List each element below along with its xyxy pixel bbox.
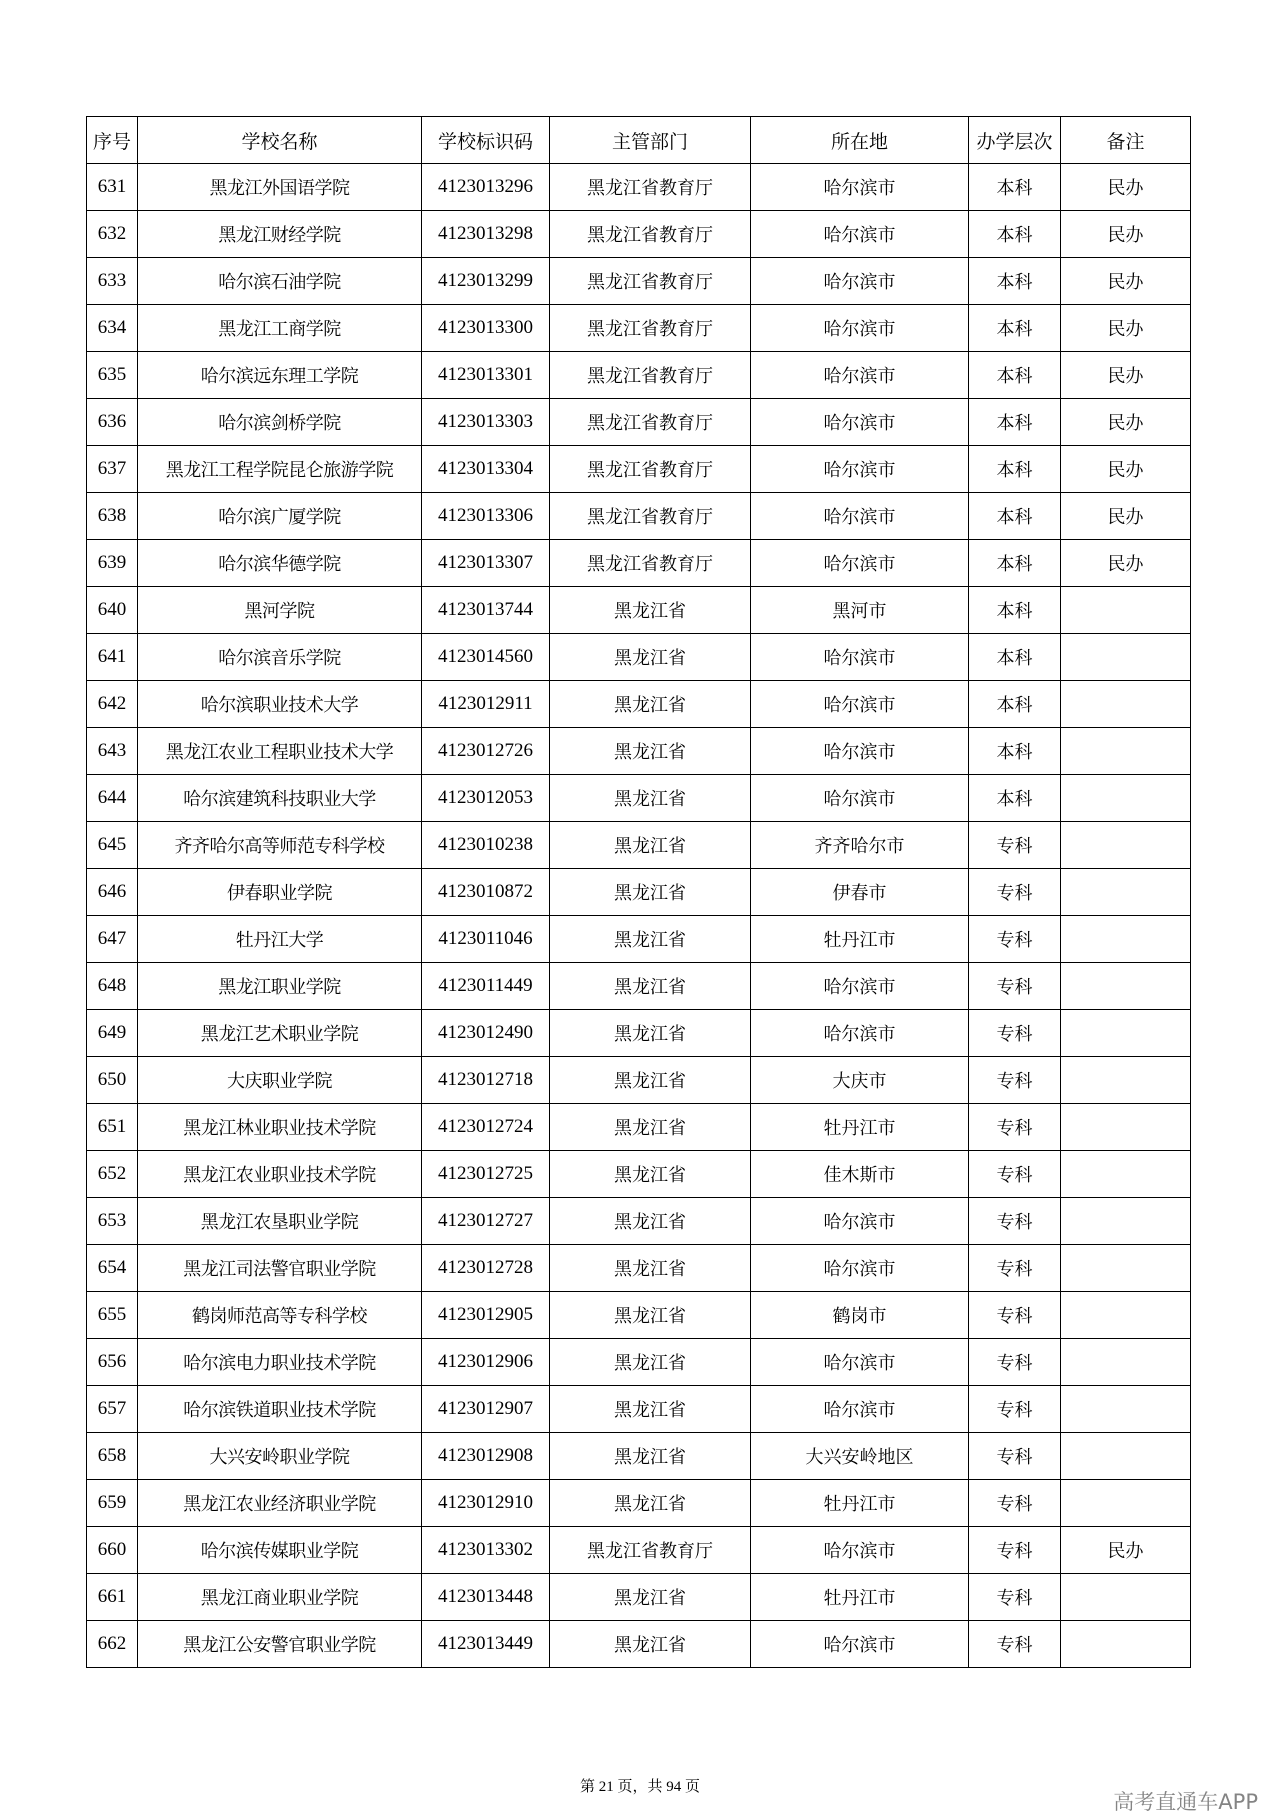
cell-serial: 633 bbox=[87, 258, 138, 305]
cell-location: 牡丹江市 bbox=[751, 1480, 969, 1527]
table-body bbox=[87, 164, 1191, 1668]
cell-level: 专科 bbox=[969, 1386, 1061, 1433]
cell-school-name: 大庆职业学院 bbox=[138, 1057, 422, 1104]
cell-location: 哈尔滨市 bbox=[751, 1339, 969, 1386]
cell-remark: 民办 bbox=[1061, 540, 1191, 587]
cell-location: 哈尔滨市 bbox=[751, 399, 969, 446]
cell-location: 哈尔滨市 bbox=[751, 540, 969, 587]
cell-department: 黑龙江省教育厅 bbox=[550, 540, 751, 587]
cell-level: 本科 bbox=[969, 399, 1061, 446]
table-row bbox=[87, 352, 1191, 399]
cell-school-code: 4123012728 bbox=[422, 1245, 550, 1292]
cell-level: 专科 bbox=[969, 963, 1061, 1010]
cell-serial: 662 bbox=[87, 1621, 138, 1668]
table-row bbox=[87, 1057, 1191, 1104]
header-school-code: 学校标识码 bbox=[422, 117, 550, 164]
cell-remark bbox=[1061, 1339, 1191, 1386]
cell-department: 黑龙江省 bbox=[550, 1621, 751, 1668]
cell-department: 黑龙江省教育厅 bbox=[550, 305, 751, 352]
cell-location: 哈尔滨市 bbox=[751, 493, 969, 540]
table-row bbox=[87, 1010, 1191, 1057]
cell-remark bbox=[1061, 775, 1191, 822]
cell-department: 黑龙江省 bbox=[550, 1245, 751, 1292]
cell-school-name: 伊春职业学院 bbox=[138, 869, 422, 916]
cell-serial: 632 bbox=[87, 211, 138, 258]
cell-department: 黑龙江省 bbox=[550, 1339, 751, 1386]
cell-level: 本科 bbox=[969, 446, 1061, 493]
cell-level: 专科 bbox=[969, 1010, 1061, 1057]
cell-level: 专科 bbox=[969, 1480, 1061, 1527]
cell-serial: 647 bbox=[87, 916, 138, 963]
cell-school-code: 4123012724 bbox=[422, 1104, 550, 1151]
cell-school-name: 黑龙江公安警官职业学院 bbox=[138, 1621, 422, 1668]
cell-department: 黑龙江省教育厅 bbox=[550, 164, 751, 211]
cell-level: 本科 bbox=[969, 728, 1061, 775]
header-level: 办学层次 bbox=[969, 117, 1061, 164]
cell-school-name: 牡丹江大学 bbox=[138, 916, 422, 963]
cell-remark: 民办 bbox=[1061, 258, 1191, 305]
cell-department: 黑龙江省教育厅 bbox=[550, 352, 751, 399]
cell-level: 专科 bbox=[969, 1339, 1061, 1386]
cell-level: 专科 bbox=[969, 1057, 1061, 1104]
cell-remark: 民办 bbox=[1061, 399, 1191, 446]
cell-level: 专科 bbox=[969, 1433, 1061, 1480]
watermark-text: 高考直通车APP bbox=[1113, 1790, 1258, 1814]
cell-school-name: 黑龙江工程学院昆仑旅游学院 bbox=[138, 446, 422, 493]
cell-location: 哈尔滨市 bbox=[751, 305, 969, 352]
table-row bbox=[87, 399, 1191, 446]
cell-serial: 645 bbox=[87, 822, 138, 869]
cell-serial: 651 bbox=[87, 1104, 138, 1151]
cell-department: 黑龙江省 bbox=[550, 1104, 751, 1151]
cell-department: 黑龙江省 bbox=[550, 1574, 751, 1621]
cell-school-name: 黑龙江农业工程职业技术大学 bbox=[138, 728, 422, 775]
cell-serial: 648 bbox=[87, 963, 138, 1010]
cell-remark: 民办 bbox=[1061, 352, 1191, 399]
school-list-table bbox=[86, 116, 1191, 1668]
cell-serial: 655 bbox=[87, 1292, 138, 1339]
cell-serial: 634 bbox=[87, 305, 138, 352]
cell-school-name: 黑龙江职业学院 bbox=[138, 963, 422, 1010]
cell-school-name: 哈尔滨音乐学院 bbox=[138, 634, 422, 681]
cell-remark bbox=[1061, 822, 1191, 869]
cell-school-code: 4123012490 bbox=[422, 1010, 550, 1057]
table-header-row bbox=[87, 117, 1191, 164]
cell-serial: 631 bbox=[87, 164, 138, 211]
cell-remark bbox=[1061, 1151, 1191, 1198]
cell-department: 黑龙江省教育厅 bbox=[550, 446, 751, 493]
cell-location: 齐齐哈尔市 bbox=[751, 822, 969, 869]
cell-school-name: 黑龙江工商学院 bbox=[138, 305, 422, 352]
header-school-name: 学校名称 bbox=[138, 117, 422, 164]
cell-department: 黑龙江省教育厅 bbox=[550, 399, 751, 446]
cell-location: 哈尔滨市 bbox=[751, 352, 969, 399]
cell-school-code: 4123013302 bbox=[422, 1527, 550, 1574]
cell-level: 专科 bbox=[969, 869, 1061, 916]
cell-school-code: 4123012907 bbox=[422, 1386, 550, 1433]
cell-department: 黑龙江省 bbox=[550, 587, 751, 634]
cell-school-code: 4123012905 bbox=[422, 1292, 550, 1339]
cell-location: 牡丹江市 bbox=[751, 916, 969, 963]
cell-remark bbox=[1061, 1480, 1191, 1527]
cell-level: 本科 bbox=[969, 775, 1061, 822]
cell-school-name: 黑龙江财经学院 bbox=[138, 211, 422, 258]
cell-school-code: 4123012725 bbox=[422, 1151, 550, 1198]
cell-location: 佳木斯市 bbox=[751, 1151, 969, 1198]
cell-remark: 民办 bbox=[1061, 211, 1191, 258]
cell-level: 专科 bbox=[969, 1151, 1061, 1198]
cell-level: 本科 bbox=[969, 681, 1061, 728]
cell-location: 黑河市 bbox=[751, 587, 969, 634]
table-row bbox=[87, 305, 1191, 352]
cell-school-code: 4123012053 bbox=[422, 775, 550, 822]
table-row bbox=[87, 1104, 1191, 1151]
cell-school-code: 4123012911 bbox=[422, 681, 550, 728]
cell-remark bbox=[1061, 963, 1191, 1010]
cell-department: 黑龙江省 bbox=[550, 1386, 751, 1433]
cell-school-name: 哈尔滨传媒职业学院 bbox=[138, 1527, 422, 1574]
cell-remark: 民办 bbox=[1061, 305, 1191, 352]
cell-department: 黑龙江省教育厅 bbox=[550, 1527, 751, 1574]
cell-school-code: 4123014560 bbox=[422, 634, 550, 681]
cell-remark bbox=[1061, 1292, 1191, 1339]
cell-remark bbox=[1061, 1010, 1191, 1057]
table-row bbox=[87, 493, 1191, 540]
cell-location: 哈尔滨市 bbox=[751, 1621, 969, 1668]
cell-location: 哈尔滨市 bbox=[751, 634, 969, 681]
cell-serial: 660 bbox=[87, 1527, 138, 1574]
cell-department: 黑龙江省 bbox=[550, 1292, 751, 1339]
cell-level: 专科 bbox=[969, 1104, 1061, 1151]
cell-school-code: 4123013299 bbox=[422, 258, 550, 305]
table-row bbox=[87, 775, 1191, 822]
cell-location: 哈尔滨市 bbox=[751, 1010, 969, 1057]
cell-location: 大兴安岭地区 bbox=[751, 1433, 969, 1480]
cell-serial: 659 bbox=[87, 1480, 138, 1527]
cell-location: 哈尔滨市 bbox=[751, 164, 969, 211]
cell-location: 哈尔滨市 bbox=[751, 775, 969, 822]
cell-school-name: 黑龙江司法警官职业学院 bbox=[138, 1245, 422, 1292]
cell-school-code: 4123013449 bbox=[422, 1621, 550, 1668]
cell-remark: 民办 bbox=[1061, 446, 1191, 493]
cell-department: 黑龙江省教育厅 bbox=[550, 211, 751, 258]
cell-location: 哈尔滨市 bbox=[751, 211, 969, 258]
table-row bbox=[87, 1151, 1191, 1198]
table-row bbox=[87, 822, 1191, 869]
cell-department: 黑龙江省 bbox=[550, 1057, 751, 1104]
cell-serial: 649 bbox=[87, 1010, 138, 1057]
cell-department: 黑龙江省 bbox=[550, 1010, 751, 1057]
cell-remark bbox=[1061, 1057, 1191, 1104]
cell-serial: 639 bbox=[87, 540, 138, 587]
cell-school-name: 哈尔滨建筑科技职业大学 bbox=[138, 775, 422, 822]
cell-location: 哈尔滨市 bbox=[751, 963, 969, 1010]
cell-level: 本科 bbox=[969, 305, 1061, 352]
table-row bbox=[87, 1480, 1191, 1527]
table-row bbox=[87, 681, 1191, 728]
cell-serial: 640 bbox=[87, 587, 138, 634]
table-row bbox=[87, 1245, 1191, 1292]
cell-location: 鹤岗市 bbox=[751, 1292, 969, 1339]
table-row bbox=[87, 211, 1191, 258]
cell-location: 哈尔滨市 bbox=[751, 1386, 969, 1433]
cell-serial: 658 bbox=[87, 1433, 138, 1480]
cell-school-name: 齐齐哈尔高等师范专科学校 bbox=[138, 822, 422, 869]
cell-school-name: 黑龙江外国语学院 bbox=[138, 164, 422, 211]
cell-remark: 民办 bbox=[1061, 164, 1191, 211]
header-department: 主管部门 bbox=[550, 117, 751, 164]
table-row bbox=[87, 540, 1191, 587]
cell-serial: 635 bbox=[87, 352, 138, 399]
cell-school-code: 4123011449 bbox=[422, 963, 550, 1010]
cell-school-code: 4123012908 bbox=[422, 1433, 550, 1480]
table-row bbox=[87, 164, 1191, 211]
cell-remark bbox=[1061, 634, 1191, 681]
cell-school-name: 黑龙江农垦职业学院 bbox=[138, 1198, 422, 1245]
table-row bbox=[87, 1433, 1191, 1480]
cell-school-code: 4123013298 bbox=[422, 211, 550, 258]
cell-school-code: 4123013303 bbox=[422, 399, 550, 446]
cell-school-code: 4123013448 bbox=[422, 1574, 550, 1621]
table-row bbox=[87, 1574, 1191, 1621]
table-row bbox=[87, 1527, 1191, 1574]
cell-serial: 650 bbox=[87, 1057, 138, 1104]
cell-department: 黑龙江省 bbox=[550, 916, 751, 963]
cell-school-name: 大兴安岭职业学院 bbox=[138, 1433, 422, 1480]
cell-remark bbox=[1061, 1433, 1191, 1480]
cell-remark: 民办 bbox=[1061, 1527, 1191, 1574]
page-number: 第 21 页，共 94 页 bbox=[579, 1779, 700, 1795]
cell-level: 本科 bbox=[969, 352, 1061, 399]
cell-school-name: 哈尔滨铁道职业技术学院 bbox=[138, 1386, 422, 1433]
cell-level: 专科 bbox=[969, 1245, 1061, 1292]
table-row bbox=[87, 258, 1191, 305]
cell-level: 专科 bbox=[969, 1527, 1061, 1574]
cell-department: 黑龙江省教育厅 bbox=[550, 258, 751, 305]
cell-school-code: 4123013744 bbox=[422, 587, 550, 634]
cell-school-code: 4123013301 bbox=[422, 352, 550, 399]
cell-level: 本科 bbox=[969, 164, 1061, 211]
cell-serial: 641 bbox=[87, 634, 138, 681]
cell-location: 哈尔滨市 bbox=[751, 1527, 969, 1574]
cell-location: 大庆市 bbox=[751, 1057, 969, 1104]
cell-school-name: 哈尔滨石油学院 bbox=[138, 258, 422, 305]
cell-level: 本科 bbox=[969, 493, 1061, 540]
cell-school-code: 4123011046 bbox=[422, 916, 550, 963]
table-row bbox=[87, 587, 1191, 634]
cell-location: 哈尔滨市 bbox=[751, 728, 969, 775]
cell-remark bbox=[1061, 681, 1191, 728]
cell-serial: 646 bbox=[87, 869, 138, 916]
cell-department: 黑龙江省 bbox=[550, 963, 751, 1010]
cell-remark bbox=[1061, 1574, 1191, 1621]
cell-level: 本科 bbox=[969, 634, 1061, 681]
cell-school-code: 4123010238 bbox=[422, 822, 550, 869]
cell-level: 专科 bbox=[969, 1198, 1061, 1245]
cell-school-code: 4123012910 bbox=[422, 1480, 550, 1527]
cell-school-name: 黑龙江商业职业学院 bbox=[138, 1574, 422, 1621]
cell-serial: 637 bbox=[87, 446, 138, 493]
table-row bbox=[87, 728, 1191, 775]
cell-school-code: 4123013300 bbox=[422, 305, 550, 352]
cell-school-name: 黑龙江农业经济职业学院 bbox=[138, 1480, 422, 1527]
cell-remark bbox=[1061, 728, 1191, 775]
cell-serial: 656 bbox=[87, 1339, 138, 1386]
cell-department: 黑龙江省 bbox=[550, 869, 751, 916]
cell-school-code: 4123010872 bbox=[422, 869, 550, 916]
cell-school-name: 哈尔滨电力职业技术学院 bbox=[138, 1339, 422, 1386]
table-row bbox=[87, 1292, 1191, 1339]
cell-serial: 653 bbox=[87, 1198, 138, 1245]
cell-school-name: 黑龙江林业职业技术学院 bbox=[138, 1104, 422, 1151]
cell-school-code: 4123013307 bbox=[422, 540, 550, 587]
cell-school-name: 哈尔滨远东理工学院 bbox=[138, 352, 422, 399]
cell-location: 伊春市 bbox=[751, 869, 969, 916]
cell-department: 黑龙江省 bbox=[550, 1151, 751, 1198]
header-remark: 备注 bbox=[1061, 117, 1191, 164]
table-row bbox=[87, 1621, 1191, 1668]
cell-serial: 661 bbox=[87, 1574, 138, 1621]
header-location: 所在地 bbox=[751, 117, 969, 164]
cell-level: 专科 bbox=[969, 822, 1061, 869]
table-row bbox=[87, 916, 1191, 963]
cell-level: 专科 bbox=[969, 916, 1061, 963]
cell-remark bbox=[1061, 1245, 1191, 1292]
cell-level: 专科 bbox=[969, 1292, 1061, 1339]
cell-department: 黑龙江省 bbox=[550, 1433, 751, 1480]
cell-remark bbox=[1061, 869, 1191, 916]
cell-serial: 652 bbox=[87, 1151, 138, 1198]
cell-department: 黑龙江省 bbox=[550, 728, 751, 775]
cell-school-code: 4123013304 bbox=[422, 446, 550, 493]
cell-school-name: 黑龙江农业职业技术学院 bbox=[138, 1151, 422, 1198]
cell-department: 黑龙江省 bbox=[550, 681, 751, 728]
cell-location: 哈尔滨市 bbox=[751, 258, 969, 305]
cell-location: 牡丹江市 bbox=[751, 1574, 969, 1621]
table-row bbox=[87, 869, 1191, 916]
table-row bbox=[87, 1198, 1191, 1245]
cell-level: 本科 bbox=[969, 211, 1061, 258]
cell-location: 哈尔滨市 bbox=[751, 681, 969, 728]
table-row bbox=[87, 1339, 1191, 1386]
cell-school-code: 4123012906 bbox=[422, 1339, 550, 1386]
cell-location: 哈尔滨市 bbox=[751, 1245, 969, 1292]
cell-school-code: 4123012726 bbox=[422, 728, 550, 775]
cell-serial: 644 bbox=[87, 775, 138, 822]
cell-serial: 643 bbox=[87, 728, 138, 775]
cell-school-name: 哈尔滨职业技术大学 bbox=[138, 681, 422, 728]
cell-remark bbox=[1061, 916, 1191, 963]
cell-remark bbox=[1061, 1104, 1191, 1151]
cell-department: 黑龙江省教育厅 bbox=[550, 493, 751, 540]
cell-school-name: 哈尔滨广厦学院 bbox=[138, 493, 422, 540]
cell-level: 专科 bbox=[969, 1621, 1061, 1668]
cell-serial: 657 bbox=[87, 1386, 138, 1433]
cell-department: 黑龙江省 bbox=[550, 822, 751, 869]
cell-remark bbox=[1061, 1198, 1191, 1245]
cell-level: 本科 bbox=[969, 258, 1061, 305]
cell-school-code: 4123012718 bbox=[422, 1057, 550, 1104]
cell-school-name: 哈尔滨剑桥学院 bbox=[138, 399, 422, 446]
cell-remark bbox=[1061, 1621, 1191, 1668]
cell-serial: 636 bbox=[87, 399, 138, 446]
cell-location: 哈尔滨市 bbox=[751, 446, 969, 493]
cell-level: 本科 bbox=[969, 587, 1061, 634]
cell-remark bbox=[1061, 587, 1191, 634]
cell-level: 专科 bbox=[969, 1574, 1061, 1621]
cell-department: 黑龙江省 bbox=[550, 1198, 751, 1245]
cell-department: 黑龙江省 bbox=[550, 634, 751, 681]
table-row bbox=[87, 963, 1191, 1010]
cell-serial: 642 bbox=[87, 681, 138, 728]
cell-serial: 638 bbox=[87, 493, 138, 540]
table-row bbox=[87, 634, 1191, 681]
cell-remark bbox=[1061, 1386, 1191, 1433]
cell-school-code: 4123013306 bbox=[422, 493, 550, 540]
cell-department: 黑龙江省 bbox=[550, 1480, 751, 1527]
cell-department: 黑龙江省 bbox=[550, 775, 751, 822]
cell-location: 哈尔滨市 bbox=[751, 1198, 969, 1245]
cell-level: 本科 bbox=[969, 540, 1061, 587]
cell-remark: 民办 bbox=[1061, 493, 1191, 540]
cell-school-name: 鹤岗师范高等专科学校 bbox=[138, 1292, 422, 1339]
cell-school-code: 4123012727 bbox=[422, 1198, 550, 1245]
cell-serial: 654 bbox=[87, 1245, 138, 1292]
cell-location: 牡丹江市 bbox=[751, 1104, 969, 1151]
cell-school-name: 黑河学院 bbox=[138, 587, 422, 634]
cell-school-name: 黑龙江艺术职业学院 bbox=[138, 1010, 422, 1057]
cell-school-code: 4123013296 bbox=[422, 164, 550, 211]
table-row bbox=[87, 1386, 1191, 1433]
table-row bbox=[87, 446, 1191, 493]
cell-school-name: 哈尔滨华德学院 bbox=[138, 540, 422, 587]
header-serial: 序号 bbox=[87, 117, 138, 164]
